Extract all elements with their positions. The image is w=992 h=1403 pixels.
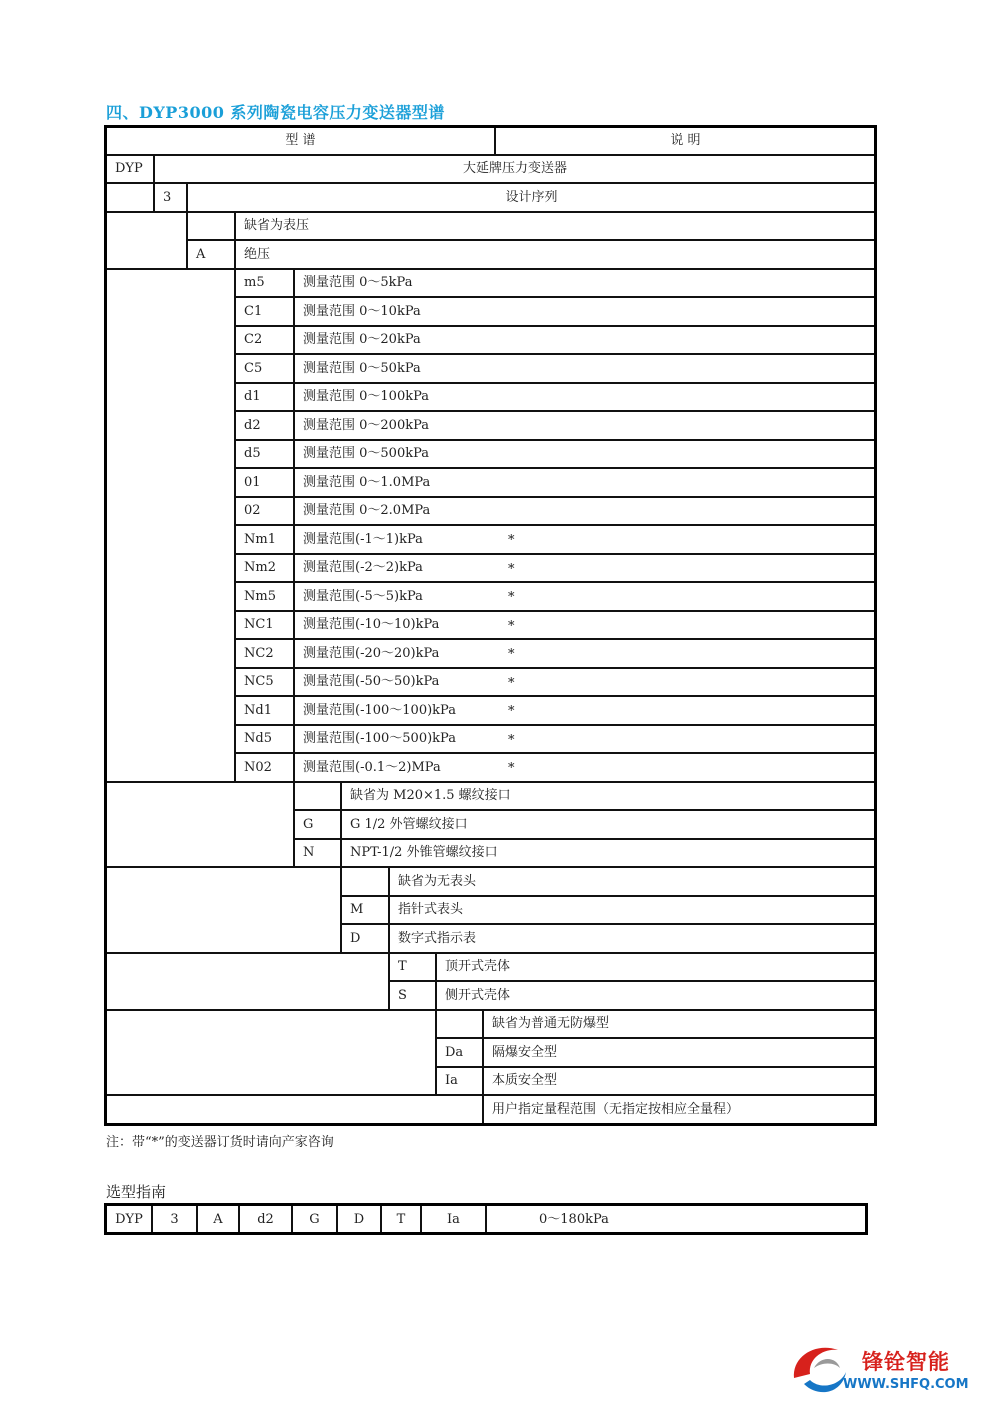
pressure_type-code: A — [187, 240, 235, 269]
ranges-desc: 测量范围 0～200kPa — [294, 411, 876, 440]
explosion-code — [436, 1010, 483, 1039]
user-range-desc: 用户指定量程范围（无指定按相应全量程） — [483, 1095, 876, 1124]
footnote: 注：带“*”的变送器订货时请向产家咨询 — [106, 1135, 334, 1150]
user-range-blank — [106, 1095, 483, 1124]
pressure_type-code — [187, 212, 235, 241]
guide-title: 选型指南 — [106, 1183, 167, 1201]
guide-cell: G — [292, 1205, 337, 1233]
display-desc: 数字式指示表 — [389, 924, 876, 953]
housing-code: T — [389, 953, 436, 982]
housing-code: S — [389, 981, 436, 1010]
ranges-code: NC1 — [235, 611, 294, 640]
display-code: D — [341, 924, 389, 953]
connection-code: G — [294, 810, 341, 839]
display-code: M — [341, 896, 389, 925]
ranges-desc: 测量范围 0～5kPa — [294, 269, 876, 298]
ranges-code: Nm2 — [235, 554, 294, 583]
ranges-code: C5 — [235, 354, 294, 383]
housing-desc: 侧开式壳体 — [436, 981, 876, 1010]
explosion-desc: 缺省为普通无防爆型 — [483, 1010, 876, 1039]
header-desc: 说 明 — [495, 126, 876, 155]
connection-desc: NPT-1/2 外锥管螺纹接口 — [341, 839, 876, 868]
connection-code: N — [294, 839, 341, 868]
explosion-desc: 隔爆安全型 — [483, 1038, 876, 1067]
ranges-code: Nd5 — [235, 725, 294, 754]
ranges-desc: 测量范围 0～2.0MPa — [294, 497, 876, 526]
ranges-desc: 测量范围(-2～2)kPa — [294, 554, 876, 583]
guide-cell: A — [197, 1205, 239, 1233]
connection-desc: G 1/2 外管螺纹接口 — [341, 810, 876, 839]
consult-star: * — [508, 590, 515, 605]
logo-swoosh-grey — [814, 1359, 840, 1368]
connection-code — [294, 782, 341, 811]
pressure_type-blank — [106, 212, 187, 269]
pressure_type-desc: 绝压 — [235, 240, 876, 269]
series-blank — [106, 183, 154, 212]
consult-star: * — [508, 761, 515, 776]
ranges-code: Nm1 — [235, 525, 294, 554]
ranges-code: NC2 — [235, 639, 294, 668]
guide-cell: 3 — [152, 1205, 197, 1233]
ranges-code: d1 — [235, 383, 294, 412]
ranges-code: 01 — [235, 468, 294, 497]
consult-star: * — [508, 618, 515, 634]
ranges-desc: 测量范围(-5～5)kPa — [294, 582, 876, 611]
guide-cell: Ia — [421, 1205, 486, 1233]
guide-cell: 0～180kPa — [486, 1205, 866, 1233]
ranges-desc: 测量范围(-50～50)kPa — [294, 668, 876, 697]
display-blank — [106, 867, 341, 953]
series-code: 3 — [154, 183, 187, 212]
display-code — [341, 867, 389, 896]
ranges-blank — [106, 269, 235, 782]
ranges-code: Nd1 — [235, 696, 294, 725]
header-model: 型 谱 — [106, 126, 495, 155]
consult-star: * — [508, 732, 515, 748]
consult-star: * — [508, 704, 515, 719]
explosion-code: Ia — [436, 1067, 483, 1096]
ranges-desc: 测量范围 0～100kPa — [294, 383, 876, 412]
ranges-code: C1 — [235, 297, 294, 326]
brand-desc: 大延牌压力变送器 — [154, 155, 876, 184]
ranges-code: 02 — [235, 497, 294, 526]
consult-star: * — [508, 675, 515, 691]
guide-cell: d2 — [239, 1205, 292, 1233]
section-title: 四、DYP3000 系列陶瓷电容压力变送器型谱 — [106, 103, 445, 122]
housing-desc: 顶开式壳体 — [436, 953, 876, 982]
guide-cell: T — [381, 1205, 421, 1233]
ranges-desc: 测量范围(-1～1)kPa — [294, 525, 876, 554]
logo-swoosh-blue — [804, 1372, 846, 1392]
ranges-code: Nm5 — [235, 582, 294, 611]
ranges-code: d5 — [235, 440, 294, 469]
connection-blank — [106, 782, 294, 868]
housing-blank — [106, 953, 389, 1010]
explosion-desc: 本质安全型 — [483, 1067, 876, 1096]
ranges-desc: 测量范围 0～10kPa — [294, 297, 876, 326]
brand-name: 锋铨智能 — [862, 1350, 950, 1374]
guide-cell: D — [337, 1205, 381, 1233]
connection-desc: 缺省为 M20×1.5 螺纹接口 — [341, 782, 876, 811]
ranges-code: m5 — [235, 269, 294, 298]
ranges-desc: 测量范围 0～500kPa — [294, 440, 876, 469]
ranges-desc: 测量范围 0～1.0MPa — [294, 468, 876, 497]
consult-star: * — [508, 533, 515, 548]
brand-url: WWW.SHFQ.COM — [843, 1377, 969, 1392]
display-desc: 缺省为无表头 — [389, 867, 876, 896]
consult-star: * — [508, 561, 515, 577]
ranges-desc: 测量范围(-100～500)kPa — [294, 725, 876, 754]
guide-cell: DYP — [106, 1205, 152, 1233]
ranges-desc: 测量范围 0～50kPa — [294, 354, 876, 383]
display-desc: 指针式表头 — [389, 896, 876, 925]
series-desc: 设计序列 — [187, 183, 876, 212]
ranges-desc: 测量范围(-20～20)kPa — [294, 639, 876, 668]
consult-star: * — [508, 647, 515, 662]
ranges-code: C2 — [235, 326, 294, 355]
explosion-code: Da — [436, 1038, 483, 1067]
ranges-code: d2 — [235, 411, 294, 440]
ranges-desc: 测量范围(-0.1～2)MPa — [294, 753, 876, 782]
ranges-desc: 测量范围(-10～10)kPa — [294, 611, 876, 640]
ranges-desc: 测量范围 0～20kPa — [294, 326, 876, 355]
ranges-code: N02 — [235, 753, 294, 782]
explosion-blank — [106, 1010, 436, 1096]
ranges-desc: 测量范围(-100～100)kPa — [294, 696, 876, 725]
brand-code: DYP — [106, 155, 154, 184]
pressure_type-desc: 缺省为表压 — [235, 212, 876, 241]
ranges-code: NC5 — [235, 668, 294, 697]
